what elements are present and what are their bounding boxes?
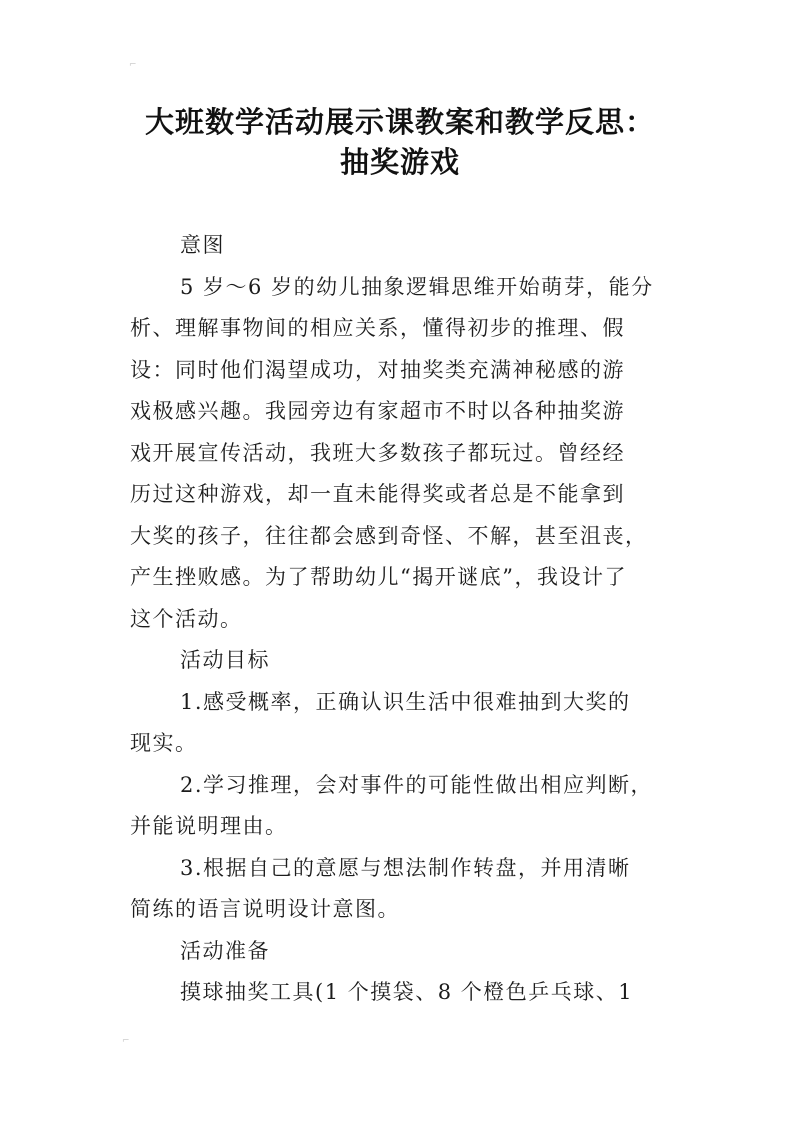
body-line: 摸球抽奖工具(1 个摸袋、8 个橙色乒乓球、1 [180,980,634,1004]
corner-mark-top: ⌐ [129,60,137,70]
body-line: 并能说明理由。 [130,814,288,838]
body-line: 戏开展宣传活动，我班大多数孩子都玩过。曾经经 [130,441,625,465]
body-line: 5 岁～6 岁的幼儿抽象逻辑思维开始萌芽，能分 [180,275,654,299]
body-line: 产生挫败感。为了帮助幼儿“揭开谜底”，我设计了 [130,565,627,589]
body-line: 活动准备 [180,939,270,963]
body-line: 简练的语言说明设计意图。 [130,897,400,921]
body-line: 戏极感兴趣。我园旁边有家超市不时以各种抽奖游 [130,399,625,423]
document-title-line-1: 大班数学活动展示课教案和教学反思： [144,105,655,139]
body-line: 活动目标 [180,648,270,672]
document-title-line-2: 抽奖游戏 [339,145,460,179]
body-line: 3.根据自己的意愿与想法制作转盘，并用清晰 [180,856,631,880]
body-line: 现实。 [130,731,198,755]
body-line: 意图 [180,233,225,257]
body-line: 设：同时他们渴望成功，对抽奖类充满神秘感的游 [130,358,625,382]
body-line: 析、理解事物间的相应关系，懂得初步的推理、假 [130,316,625,340]
body-line: 这个活动。 [130,607,243,631]
body-line: 历过这种游戏，却一直未能得奖或者总是不能拿到 [130,482,625,506]
corner-mark-bottom: ⌐ [122,1036,130,1046]
body-line: 大奖的孩子，往往都会感到奇怪、不解，甚至沮丧， [130,524,648,548]
body-line: 1.感受概率，正确认识生活中很难抽到大奖的 [180,690,631,714]
body-line: 2.学习推理，会对事件的可能性做出相应判断， [180,773,654,797]
